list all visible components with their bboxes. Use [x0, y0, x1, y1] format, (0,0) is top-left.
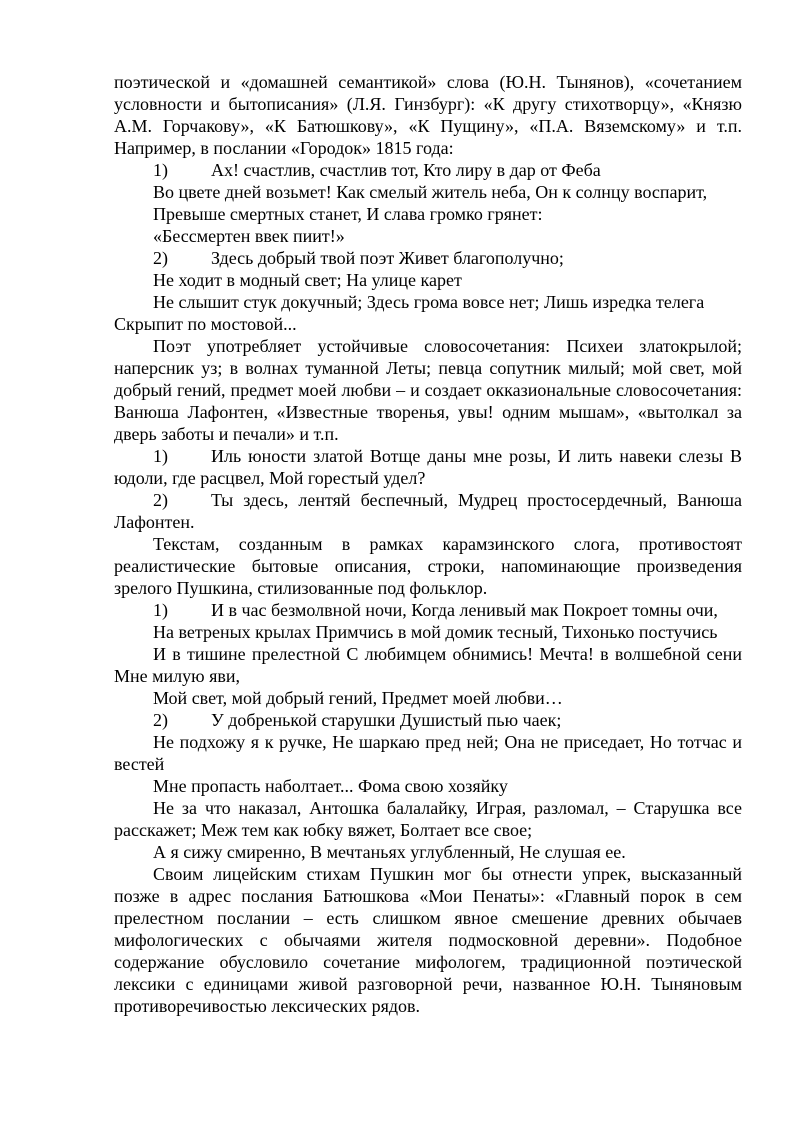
- list-number: 1): [153, 160, 168, 180]
- list-number: 2): [153, 490, 168, 510]
- verse-text: Ты здесь, лентяй беспечный, Мудрец простосердечный, Ванюша Лафонтен.: [114, 490, 742, 532]
- verse-line: И в тишине прелестной С любимцем обнимись! Мечта! в волшебной сени Мне милую яви,: [114, 644, 742, 686]
- verse-line: Не подхожу я к ручке, Не шаркаю пред ней; Она не приседает, Но тотчас и вестей: [114, 732, 742, 774]
- verse-text: Ах! счастлив, счастлив тот, Кто лиру в дар от Феба: [211, 160, 601, 180]
- verse-line: Не за что наказал, Антошка балалайку, Играя, разломал, – Старушка все расскажет; Меж тем как юбку вяжет, Болтает все свое;: [114, 798, 742, 840]
- verse-3-1: [114, 599, 742, 621]
- paragraph-texts: Текстам, созданным в рамках карамзинского слога, противостоят реалистические бытовые описания, строки, напоминающие произведения зрелого Пушкина, стилизованные под фольклор.: [114, 534, 742, 598]
- verse-line: На ветреных крылах Примчись в мой домик тесный, Тихонько постучись: [153, 622, 718, 642]
- verse-2-2: [114, 489, 742, 533]
- verse-line: Превыше смертных станет, И слава громко грянет:: [153, 204, 543, 224]
- verse-line: А я сижу смиренно, В мечтаньях углубленный, Не слушая ее.: [153, 842, 626, 862]
- verse-line: «Бессмертен ввек пиит!»: [153, 226, 345, 246]
- verse-2-1: [114, 445, 742, 489]
- verse-line: Не ходит в модный свет; На улице карет: [153, 270, 462, 290]
- verse-line: Мне пропасть наболтает... Фома свою хозяйку: [153, 776, 508, 796]
- verse-text: У добренькой старушки Душистый пью чаек;: [211, 710, 562, 730]
- list-number: 1): [153, 446, 168, 466]
- verse-text: Здесь добрый твой поэт Живет благополучно;: [211, 248, 564, 268]
- list-number: 1): [153, 600, 168, 620]
- verse-text: И в час безмолвной ночи, Когда ленивый мак Покроет томны очи,: [211, 600, 718, 620]
- paragraph-collocations: Поэт употребляет устойчивые словосочетания: Психеи златокрылой; наперсник уз; в волнах туманной Леты; певца сопутник милый; мой свет, мой добрый гений, предмет моей любви – и создает окказиональные словосочетания: Ванюша Лафонтен, «Известные творенья, увы! одним мышам», «вытолкал за дверь заботы и печали» и т.п.: [114, 336, 742, 444]
- paragraph-intro: поэтической и «домашней семантикой» слова (Ю.Н. Тынянов), «сочетанием условности и бытописания» (Л.Я. Гинзбург): «К другу стихотворцу», «Князю А.М. Горчакову», «К Батюшкову», «К Пущину», «П.А. Вяземскому» и т.п. Например, в послании «Городок» 1815 года:: [114, 72, 742, 158]
- list-number: 2): [153, 248, 168, 268]
- verse-line: Во цвете дней возьмет! Как смелый житель неба, Он к солнцу воспарит,: [153, 182, 708, 202]
- list-number: 2): [153, 710, 168, 730]
- verse-3-2: [114, 709, 742, 731]
- paragraph-conclusion: Своим лицейским стихам Пушкин мог бы отнести упрек, высказанный позже в адрес послания Батюшкова «Мои Пенаты»: «Главный порок в сем прелестном послании – есть слишком явное смешение древних обычаев мифологических с обычаями жителя подмосковной деревни». Подобное содержание обусловило сочетание мифологем, традиционной поэтической лексики с единицами живой разговорной речи, названное Ю.Н. Тыняновым противоречивостью лексических рядов.: [114, 864, 742, 1016]
- verse-line: Не слышит стук докучный; Здесь грома вовсе нет; Лишь изредка телега Скрыпит по мостовой...: [114, 292, 705, 334]
- verse-text: Иль юности златой Вотще даны мне розы, И лить навеки слезы В юдоли, где расцвел, Мой горестый удел?: [114, 446, 742, 488]
- verse-line: Мой свет, мой добрый гений, Предмет моей любви…: [153, 688, 563, 708]
- verse-1-2: [114, 247, 742, 269]
- verse-1-1: [114, 159, 742, 181]
